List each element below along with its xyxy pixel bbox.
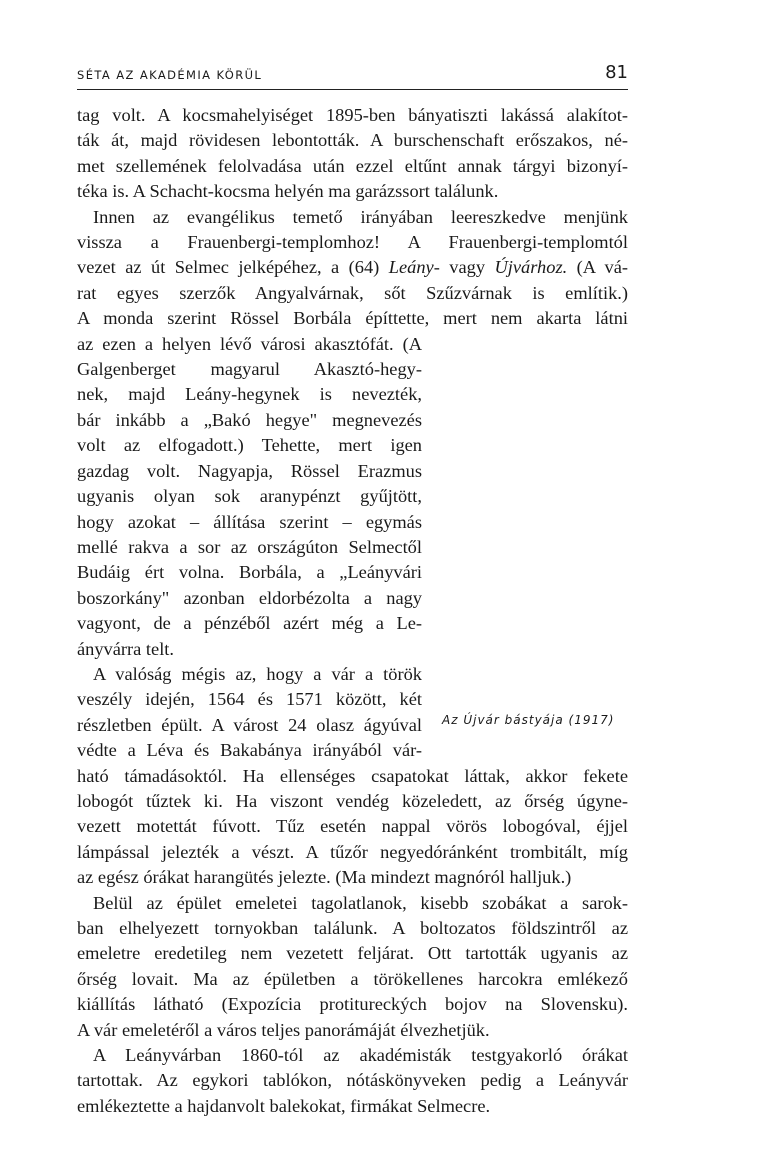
text-run-italic: Újvárhoz.: [494, 257, 568, 278]
page-header: [77, 62, 628, 90]
text-line: lámpással jelezték a vészt. A tűzőr negyedóránként trombitált, míg: [77, 841, 628, 862]
text-line: az ezen a helyen lévő városi akasztófát. (A: [77, 333, 422, 354]
text-line-mixed: [77, 255, 628, 280]
text-line: részletben épült. A várost 24 olasz ágyúval: [77, 714, 422, 735]
text-line: A valóság mégis az, hogy a vár a török: [93, 663, 422, 684]
text-line: ható támadásoktól. Ha ellenséges csapatokat láttak, akkor fekete: [77, 765, 628, 786]
text-line: met szellemének felolvadása után ezzel eltűnt annak tárgyi bizonyí-: [77, 155, 628, 176]
text-line: boszorkány" azonban eldorbézolta a nagy: [77, 587, 422, 608]
page-number: 81: [605, 62, 628, 83]
text-line: Budáig ért volna. Borbála, a „Leányvári: [77, 562, 422, 583]
text-line: vezett motettát fúvott. Tűz esetén nappal vörös lobogóval, éjjel: [77, 816, 628, 837]
text-line: A Leányvárban 1860-tól az akadémisták testgyakorló órákat: [93, 1045, 628, 1066]
text-line: A monda szerint Rössel Borbála építtette, mert nem akarta látni: [77, 308, 628, 329]
text-line: ták át, majd rövidesen lebontották. A burschenschaft erőszakos, né-: [77, 130, 628, 151]
image-caption: Az Újvár bástyája (1917): [442, 713, 615, 727]
text-line: kiállítás látható (Expozícia protitureckých bojov na Slovensku).: [77, 994, 628, 1015]
text-line: téka is. A Schacht-kocsma helyén ma garázssort találunk.: [77, 181, 499, 202]
text-line: bár inkább a „Bakó hegye" megnevezés: [77, 409, 422, 430]
text-line: Innen az evangélikus temető irányában leereszkedve menjünk: [93, 206, 628, 227]
text-line: ugyanis olyan sok aranypénzt gyűjtött,: [77, 486, 422, 507]
text-line: rat egyes szerzők Angyalvárnak, sőt Szűzvárnak is említik.): [77, 282, 628, 303]
text-line: veszély idején, 1564 és 1571 között, két: [77, 689, 422, 710]
text-line: vagyont, de a pénzéből azért még a Le-: [77, 613, 422, 634]
text-line: mellé rakva a sor az országúton Selmectől: [77, 536, 422, 557]
text-line: tartottak. Az egykori tablókon, nótáskönyveken pedig a Leányvár: [77, 1070, 628, 1091]
text-line: Belül az épület emeletei tagolatlanok, kisebb szobákat a sarok-: [93, 892, 628, 913]
text-line: nek, majd Leány-hegynek is nevezték,: [77, 384, 422, 405]
body-text: [77, 103, 628, 1119]
text-line: ányvárra telt.: [77, 638, 175, 659]
text-run-italic: Leány-: [388, 257, 440, 278]
text-line: volt az elfogadott.) Tehette, mert igen: [77, 435, 422, 456]
text-line: vissza a Frauenbergi-templomhoz! A Frauenbergi-templomtól: [77, 232, 628, 253]
text-run: vagy: [439, 257, 495, 278]
text-line: hogy azokat – állítása szerint – egymás: [77, 511, 422, 532]
text-line: védte a Léva és Bakabánya irányából vár-: [77, 740, 422, 761]
text-line: emlékeztette a hajdanvolt balekokat, firmákat Selmecre.: [77, 1095, 491, 1116]
text-line: tag volt. A kocsmahelyiséget 1895-ben bányatiszti lakássá alakítot-: [77, 105, 628, 125]
text-run: (A vá-: [567, 257, 628, 278]
text-line: gazdag volt. Nagyapja, Rössel Erazmus: [77, 460, 422, 481]
text-line: őrség lovait. Ma az épületben a törökellenes harcokra emlékező: [77, 968, 628, 989]
running-head: SÉTA AZ AKADÉMIA KÖRÜL: [77, 68, 263, 82]
text-line: az egész órákat harangütés jelezte. (Ma mindezt magnóról halljuk.): [77, 867, 572, 888]
text-run: vezet az út Selmec jelképéhez, a (64): [77, 257, 389, 278]
header-rule: [77, 89, 628, 90]
text-line: emeletre eredetileg nem vezetett feljárat. Ott tartották ugyanis az: [77, 943, 628, 964]
text-line: Galgenberget magyarul Akasztó-hegy-: [77, 359, 422, 380]
text-line: ban elhelyezett tornyokban találunk. A boltozatos földszintről az: [77, 918, 628, 938]
text-line: A vár emeletéről a város teljes panorámáját élvezhetjük.: [77, 1019, 490, 1040]
text-line: lobogót tűztek ki. Ha viszont vendég közeledett, az őrség úgyne-: [77, 790, 628, 811]
